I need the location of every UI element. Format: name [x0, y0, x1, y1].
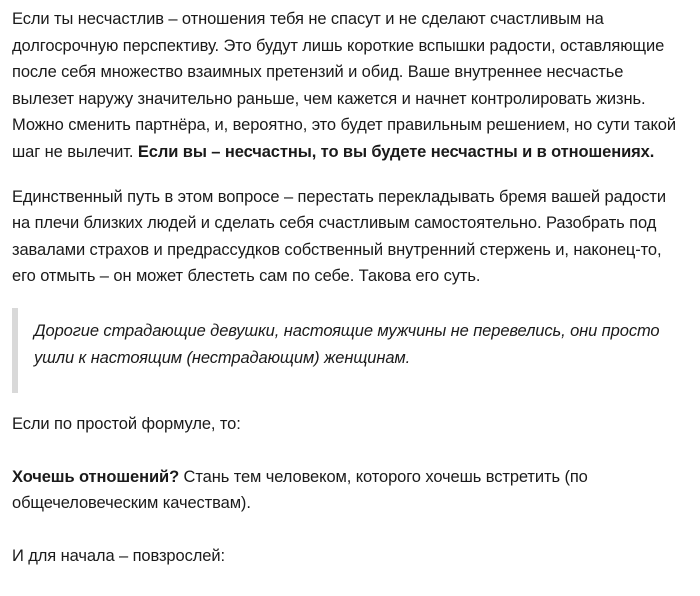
blockquote-text: Дорогие страдающие девушки, настоящие мужчины не перевелись, они просто ушли к настоящим (нестрадающим) женщинам. [34, 321, 660, 367]
paragraph-only-way: Единственный путь в этом вопросе – перестать перекладывать бремя вашей радости на плечи близких людей и сделать себя счастливым самостоятельно. Разобрать под завалами страхов и предрассудков собственный внутренний стержень и, наконец-то, его отмыть – он может блестеть сам по себе. Такова его суть. [12, 187, 666, 286]
paragraph-formula: Если по простой формуле, то: [12, 415, 241, 434]
blockquote-bar [12, 308, 18, 393]
paragraph-text: Если ты несчастлив – отношения тебя не спасут и не сделают счастливым на долгосрочную перспективу. Это будут лишь короткие вспышки радости, оставляющие после себя множество взаимных претензий и обид. Ваше внутреннее несчастье вылезет наружу значительно раньше, чем кажется и начнет контролировать жизнь. Можно сменить партнёра, и, вероятно, это будет правильным решением, но сути такой шаг не вылечит. [12, 10, 676, 161]
blockquote [12, 308, 686, 393]
paragraph-text: Стань тем человеком, которого хочешь встретить (по общечеловеческим качествам). [12, 467, 588, 513]
paragraph-want-relationship [12, 464, 686, 517]
paragraph-grow-up: И для начала – повзрослей: [12, 546, 225, 565]
bold-question: Хочешь отношений? [12, 467, 180, 486]
bold-statement: Если вы – несчастны, то вы будете несчастны и в отношениях. [137, 142, 655, 161]
paragraph-unhappy-relationships [12, 6, 686, 166]
